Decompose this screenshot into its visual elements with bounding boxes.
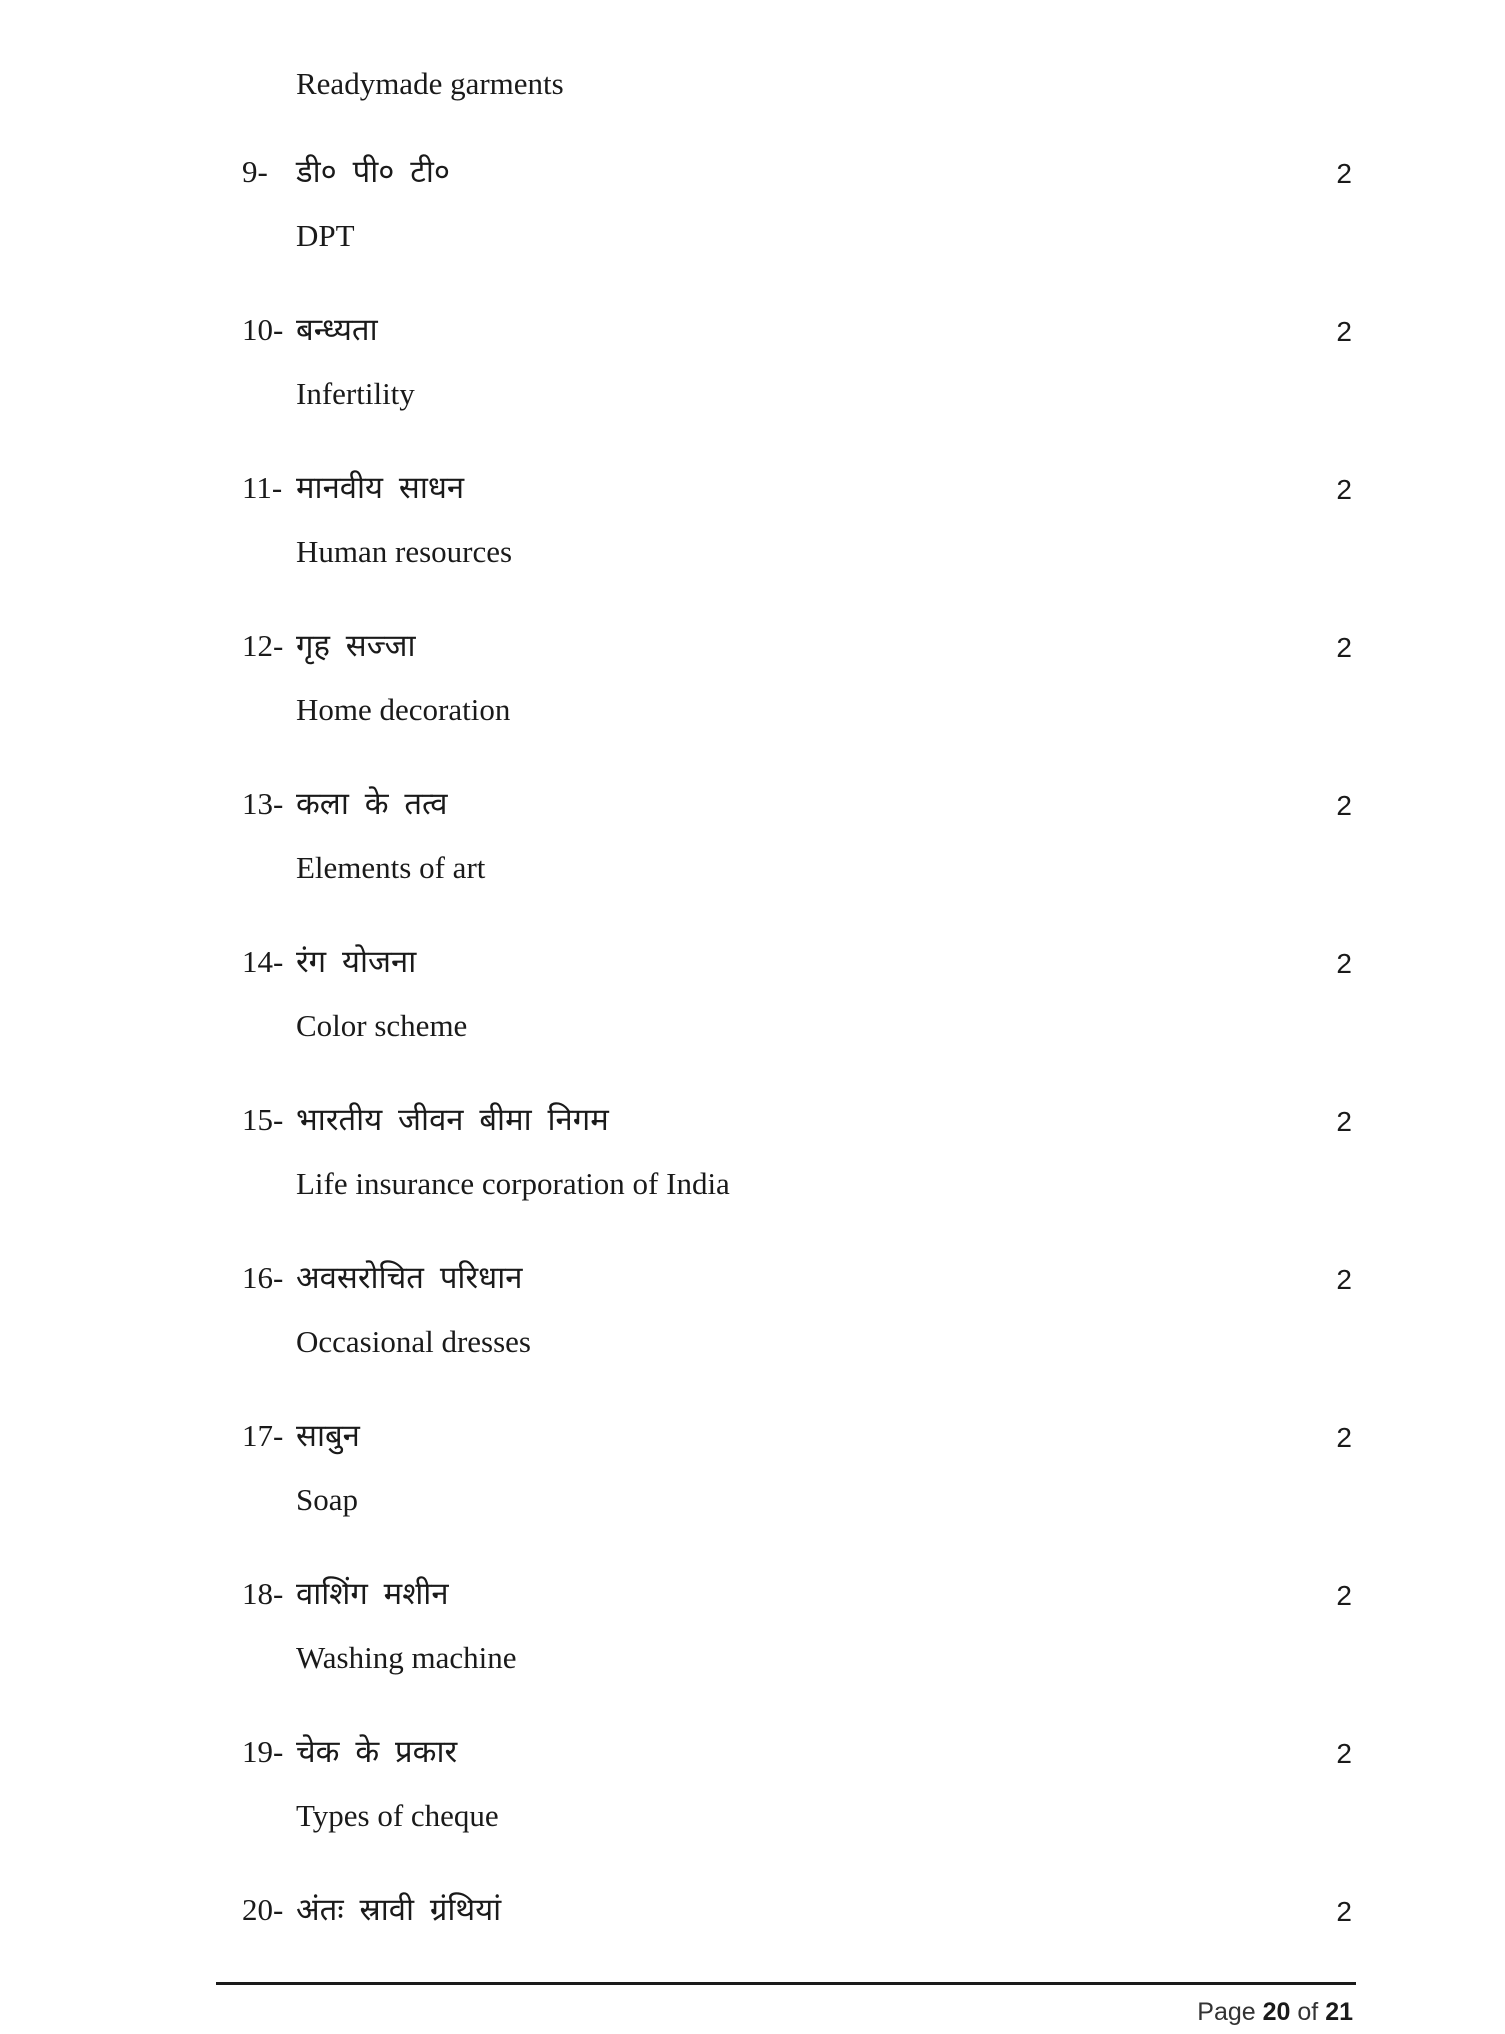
question-item <box>242 1098 1352 1218</box>
question-hindi-text: साबुन <box>296 1418 360 1454</box>
question-hindi-text: रंग योजना <box>296 944 417 980</box>
question-item <box>242 1730 1352 1850</box>
question-item <box>242 940 1352 1060</box>
question-marks: 2 <box>1336 1896 1352 1927</box>
question-marks: 2 <box>1336 948 1352 979</box>
question-item <box>242 782 1352 902</box>
question-number: 17- <box>242 1418 284 1453</box>
question-english-text: Elements of art <box>296 850 486 885</box>
question-number: 10- <box>242 312 284 347</box>
question-hindi-text: अवसरोचित परिधान <box>296 1260 523 1296</box>
question-hindi-text: वाशिंग मशीन <box>296 1576 449 1612</box>
question-hindi-text: बन्ध्यता <box>296 312 378 348</box>
question-marks: 2 <box>1336 790 1352 821</box>
page-number <box>1197 1996 1353 2028</box>
question-english-text: Home decoration <box>296 692 511 727</box>
question-item <box>242 466 1352 586</box>
question-hindi-text: अंतः स्रावी ग्रंथियां <box>296 1892 502 1928</box>
continuation-text: Readymade garments <box>296 66 564 101</box>
question-hindi-text: गृह सज्जा <box>296 628 416 664</box>
question-item <box>242 1888 1352 2008</box>
question-marks: 2 <box>1336 1422 1352 1453</box>
of-word: of <box>1297 1998 1319 2026</box>
question-number: 14- <box>242 944 284 979</box>
page-current: 20 <box>1262 1998 1291 2026</box>
question-hindi-text: कला के तत्व <box>296 786 448 822</box>
question-number: 13- <box>242 786 284 821</box>
question-marks: 2 <box>1336 158 1352 189</box>
question-item <box>242 1414 1352 1534</box>
footer-divider <box>216 1982 1356 1985</box>
question-number: 11- <box>242 470 283 505</box>
question-hindi-text: मानवीय साधन <box>296 470 465 506</box>
question-number: 16- <box>242 1260 284 1295</box>
question-english-text: Human resources <box>296 534 513 569</box>
question-marks: 2 <box>1336 316 1352 347</box>
question-number: 19- <box>242 1734 284 1769</box>
question-marks: 2 <box>1336 1738 1352 1769</box>
question-english-text: Color scheme <box>296 1008 468 1043</box>
question-marks: 2 <box>1336 1580 1352 1611</box>
page-word: Page <box>1197 1998 1256 2026</box>
question-marks: 2 <box>1336 632 1352 663</box>
question-english-text: Types of cheque <box>296 1798 499 1833</box>
question-item <box>242 308 1352 428</box>
question-english-text: Washing machine <box>296 1640 517 1675</box>
question-english-text: Life insurance corporation of India <box>296 1166 730 1201</box>
question-number: 9- <box>242 154 268 189</box>
question-marks: 2 <box>1336 1106 1352 1137</box>
question-item <box>242 1572 1352 1692</box>
question-hindi-text: चेक के प्रकार <box>296 1734 458 1770</box>
question-marks: 2 <box>1336 1264 1352 1295</box>
question-item <box>242 1256 1352 1376</box>
question-item <box>242 150 1352 270</box>
question-hindi-text: भारतीय जीवन बीमा निगम <box>296 1102 609 1138</box>
question-number: 18- <box>242 1576 284 1611</box>
question-marks: 2 <box>1336 474 1352 505</box>
question-english-text: Infertility <box>296 376 415 411</box>
question-number: 20- <box>242 1892 284 1927</box>
question-item <box>242 624 1352 744</box>
question-english-text: DPT <box>296 218 355 253</box>
question-number: 12- <box>242 628 284 663</box>
question-number: 15- <box>242 1102 284 1137</box>
question-english-text: Occasional dresses <box>296 1324 531 1359</box>
question-english-text: Soap <box>296 1482 358 1517</box>
page-total: 21 <box>1325 1998 1353 2026</box>
question-hindi-text: डी० पी० टी० <box>296 154 450 190</box>
